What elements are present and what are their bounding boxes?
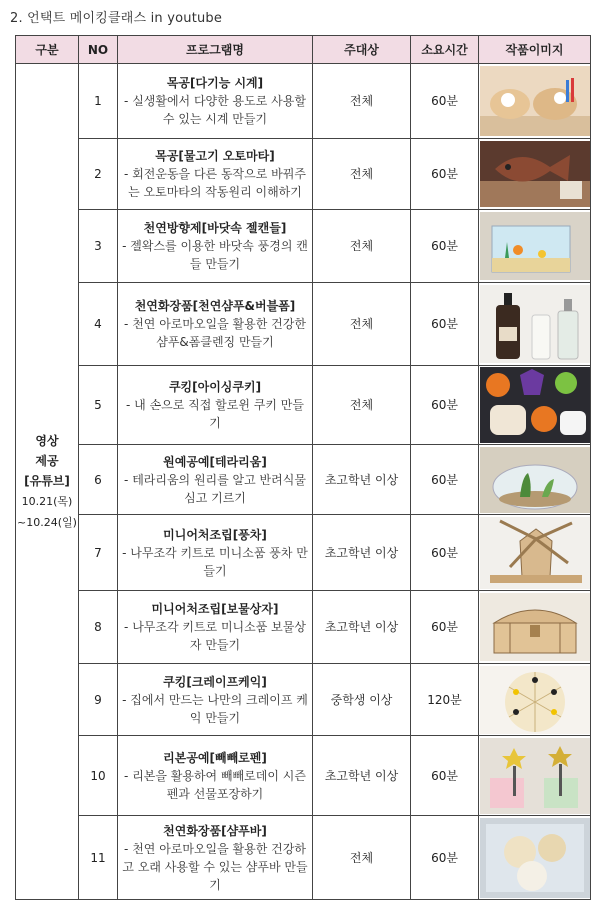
image-cell	[479, 736, 591, 816]
program-title: 리본공예[빼빼로펜]	[163, 750, 267, 765]
shampoo-bar-photo	[480, 818, 590, 898]
target-cell: 초고학년 이상	[313, 591, 411, 664]
table-row	[16, 591, 591, 664]
windmill-photo	[480, 517, 590, 589]
time-cell: 60분	[411, 816, 479, 900]
program-title: 미니어처조립[풍차]	[163, 527, 267, 542]
image-cell	[479, 515, 591, 591]
target-cell: 초고학년 이상	[313, 736, 411, 816]
col-header-program: 프로그램명	[118, 36, 313, 64]
fish-automata-photo	[480, 141, 590, 207]
program-title: 미니어처조립[보물상자]	[151, 602, 279, 616]
table-row	[16, 445, 591, 515]
image-cell	[479, 366, 591, 445]
terrarium-photo	[480, 447, 590, 513]
image-cell	[479, 283, 591, 366]
program-desc: - 천연 아로마오일을 활용한 건강한 샴푸&폼클렌징 만들기	[124, 317, 306, 349]
category-cell	[16, 64, 79, 900]
target-cell: 전체	[313, 64, 411, 139]
table-row	[16, 210, 591, 283]
col-header-time: 소요시간	[411, 36, 479, 64]
row-no: 9	[79, 664, 118, 736]
time-cell: 120분	[411, 664, 479, 736]
program-cell	[118, 664, 313, 736]
program-desc: - 테라리움의 원리를 알고 반려식물 심고 기르기	[124, 472, 306, 505]
table-row	[16, 515, 591, 591]
target-cell: 전체	[313, 210, 411, 283]
target-cell: 전체	[313, 816, 411, 900]
category-line2: 제공	[35, 453, 59, 468]
table-row	[16, 139, 591, 210]
program-table	[15, 35, 591, 900]
time-cell: 60분	[411, 283, 479, 366]
row-no: 7	[79, 515, 118, 591]
category-date-start: 10.21(목)	[21, 494, 73, 508]
col-header-target: 주대상	[313, 36, 411, 64]
table-row	[16, 64, 591, 139]
table-row	[16, 736, 591, 816]
category-date-end: ~10.24(일)	[17, 515, 77, 529]
row-no: 10	[79, 736, 118, 816]
target-cell: 전체	[313, 283, 411, 366]
program-cell	[118, 139, 313, 210]
program-cell	[118, 736, 313, 816]
target-cell: 전체	[313, 366, 411, 445]
time-cell: 60분	[411, 366, 479, 445]
row-no: 11	[79, 816, 118, 900]
target-cell: 초고학년 이상	[313, 515, 411, 591]
category-line3: [유튜브]	[24, 473, 70, 488]
time-cell: 60분	[411, 591, 479, 664]
program-cell	[118, 515, 313, 591]
section-heading: 2. 언택트 메이킹클래스 in youtube	[10, 11, 223, 26]
image-cell	[479, 445, 591, 515]
table-header-row	[16, 36, 591, 64]
crepe-cake-photo	[480, 666, 590, 734]
image-cell	[479, 664, 591, 736]
program-desc: - 집에서 만드는 나만의 크레이프 케익 만들기	[122, 692, 308, 725]
program-cell	[118, 64, 313, 139]
program-desc: - 리본을 활용하여 빼빼로데이 시즌 펜과 선물포장하기	[124, 768, 306, 801]
category-line1: 영상	[35, 433, 59, 448]
program-title: 쿠킹[크레이프케익]	[163, 674, 267, 689]
time-cell: 60분	[411, 139, 479, 210]
time-cell: 60분	[411, 64, 479, 139]
program-desc: - 실생활에서 다양한 용도로 사용할 수 있는 시계 만들기	[124, 94, 306, 126]
program-title: 천연방향제[바닷속 젤캔들]	[143, 221, 287, 235]
program-title: 원예공예[테라리움]	[163, 454, 267, 469]
table-row	[16, 816, 591, 900]
program-title: 목공[다기능 시계]	[166, 76, 264, 90]
program-title: 천연화장품[샴푸바]	[163, 823, 267, 838]
col-header-category: 구분	[16, 36, 79, 64]
image-cell	[479, 210, 591, 283]
image-cell	[479, 591, 591, 664]
program-title: 목공[물고기 오토마타]	[155, 149, 275, 163]
program-desc: - 회전운동을 다른 동작으로 바꿔주는 오토마타의 작동원리 이해하기	[124, 167, 306, 199]
col-header-image: 작품이미지	[479, 36, 591, 64]
time-cell: 60분	[411, 445, 479, 515]
row-no: 6	[79, 445, 118, 515]
program-desc: - 천연 아로마오일을 활용한 건강하고 오래 사용할 수 있는 샴푸바 만들기	[122, 841, 308, 892]
treasure-box-photo	[480, 593, 590, 661]
program-desc: - 나무조각 키트로 미니소품 보물상자 만들기	[124, 620, 306, 652]
ribbon-pen-photo	[480, 738, 590, 814]
table-row	[16, 664, 591, 736]
program-title: 쿠킹[아이싱쿠키]	[168, 380, 262, 394]
image-cell	[479, 816, 591, 900]
table-row	[16, 283, 591, 366]
program-cell	[118, 816, 313, 900]
image-cell	[479, 139, 591, 210]
time-cell: 60분	[411, 736, 479, 816]
row-no: 3	[79, 210, 118, 283]
target-cell: 전체	[313, 139, 411, 210]
program-title: 천연화장품[천연샴푸&버블폼]	[134, 299, 296, 313]
shampoo-bottles-photo	[480, 285, 590, 363]
time-cell: 60분	[411, 210, 479, 283]
wooden-clock-photo	[480, 66, 590, 136]
gel-candle-photo	[480, 212, 590, 280]
row-no: 5	[79, 366, 118, 445]
program-desc: - 젤왁스를 이용한 바닷속 풍경의 캔들 만들기	[122, 239, 308, 271]
program-cell	[118, 591, 313, 664]
row-no: 2	[79, 139, 118, 210]
halloween-cookies-photo	[480, 367, 590, 443]
target-cell: 초고학년 이상	[313, 445, 411, 515]
program-desc: - 나무조각 키트로 미니소품 풍차 만들기	[122, 545, 308, 578]
image-cell	[479, 64, 591, 139]
table-row	[16, 366, 591, 445]
target-cell: 중학생 이상	[313, 664, 411, 736]
row-no: 8	[79, 591, 118, 664]
program-cell	[118, 283, 313, 366]
row-no: 1	[79, 64, 118, 139]
program-cell	[118, 445, 313, 515]
row-no: 4	[79, 283, 118, 366]
program-cell	[118, 366, 313, 445]
col-header-no: NO	[79, 36, 118, 64]
program-cell	[118, 210, 313, 283]
time-cell: 60분	[411, 515, 479, 591]
program-desc: - 내 손으로 직접 할로윈 쿠키 만들기	[126, 398, 304, 430]
